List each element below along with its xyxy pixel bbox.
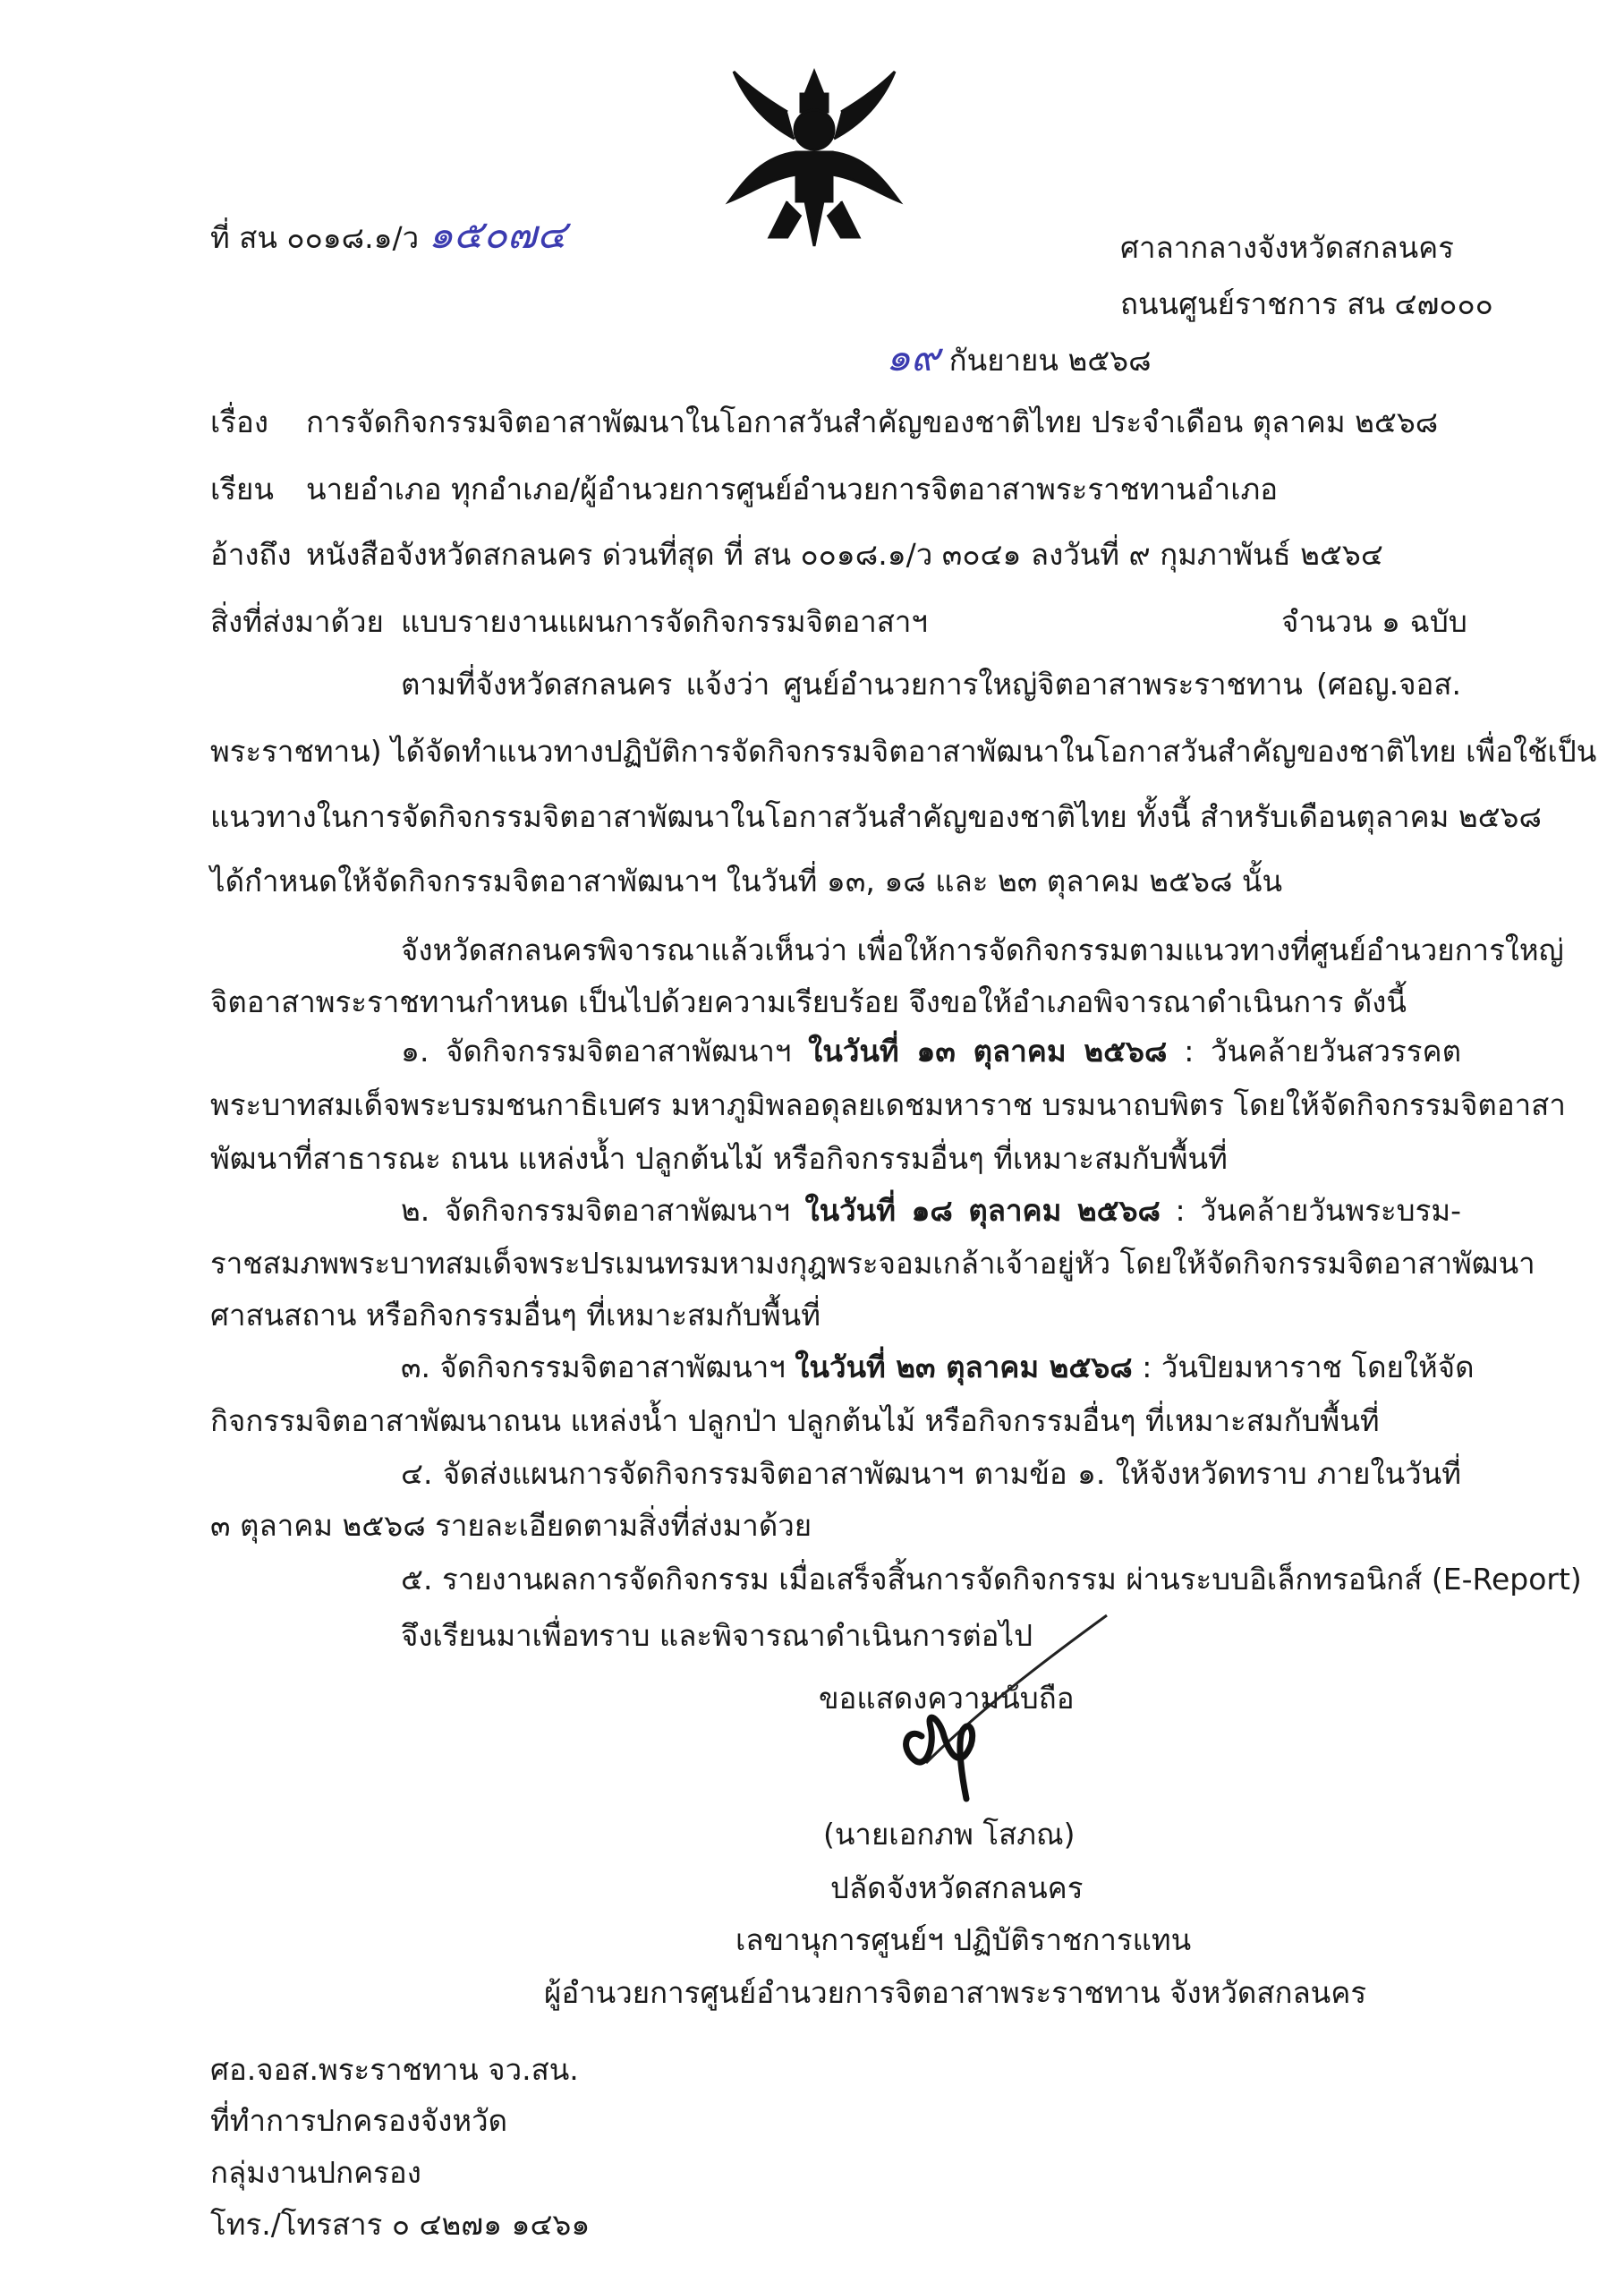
signature-mark [872,1611,1114,1844]
signer-title-2: เลขานุการศูนย์ฯ ปฏิบัติราชการแทน [735,1922,1192,1957]
p1-line-2: พระราชทาน) ได้จัดทำแนวทางปฏิบัติการจัดกิจกรรมจิตอาสาพัฒนาในโอกาสวันสำคัญของชาติไทย เพื่อใช้เป็น [210,734,1597,769]
closing-text: จึงเรียนมาเพื่อทราบ และพิจารณาดำเนินการต่อไป [401,1618,1033,1653]
item-1-line-3: พัฒนาที่สาธารณะ ถนน แหล่งน้ำ ปลูกต้นไม้ หรือกิจกรรมอื่นๆ ที่เหมาะสมกับพื้นที่ [210,1141,1228,1176]
office-line-1: ศาลากลางจังหวัดสกลนคร [1120,230,1454,265]
office-line-2: ถนนศูนย์ราชการ สน ๔๗๐๐๐ [1120,286,1493,321]
date-day-handwritten: ๑๙ [886,335,940,380]
footer-line-2: ที่ทำการปกครองจังหวัด [210,2103,508,2138]
item-1-line-1: ๑. จัดกิจกรรมจิตอาสาพัฒนาฯ ในวันที่ ๑๓ ตุลาคม ๒๕๖๘ : วันคล้ายวันสวรรคต [401,1034,1462,1069]
subject-text: การจัดกิจกรรมจิตอาสาพัฒนาในโอกาสวันสำคัญของชาติไทย ประจำเดือน ตุลาคม ๒๕๖๘ [306,405,1439,439]
enclosure-text: แบบรายงานแผนการจัดกิจกรรมจิตอาสาฯ [401,604,928,639]
item-4-line-1: ๔. จัดส่งแผนการจัดกิจกรรมจิตอาสาพัฒนาฯ ตามข้อ ๑. ให้จังหวัดทราบ ภายในวันที่ [401,1456,1461,1491]
item-5-line-1: ๕. รายงานผลการจัดกิจกรรม เมื่อเสร็จสิ้นการจัดกิจกรรม ผ่านระบบอิเล็กทรอนิกส์ (E-Report) [401,1562,1582,1597]
footer-line-4: โทร./โทรสาร ๐ ๔๒๗๑ ๑๔๖๑ [210,2207,591,2242]
p1-line-3: แนวทางในการจัดกิจกรรมจิตอาสาพัฒนาในโอกาสวันสำคัญของชาติไทย ทั้งนี้ สำหรับเดือนตุลาคม ๒๕๖๘ [210,799,1542,834]
subject-label: เรื่อง [210,405,268,439]
item-3-line-1: ๓. จัดกิจกรรมจิตอาสาพัฒนาฯ ในวันที่ ๒๓ ตุลาคม ๒๕๖๘ : วันปิยมหาราช โดยให้จัด [401,1350,1475,1384]
enclosure-label: สิ่งที่ส่งมาด้วย [210,604,384,639]
item-2-line-3: ศาสนสถาน หรือกิจกรรมอื่นๆ ที่เหมาะสมกับพื้นที่ [210,1298,821,1333]
p1-line-1: ตามที่จังหวัดสกลนคร แจ้งว่า ศูนย์อำนวยการใหญ่จิตอาสาพระราชทาน (ศอญ.จอส. [401,667,1461,702]
item-1-line-2: พระบาทสมเด็จพระบรมชนกาธิเบศร มหาภูมิพลอดุลยเดชมหาราช บรมนาถบพิตร โดยให้จัดกิจกรรมจิตอาสา [210,1087,1566,1122]
regards-text: ขอแสดงความนับถือ [819,1681,1075,1716]
enclosure-count: จำนวน ๑ ฉบับ [1281,604,1467,639]
doc-number-prefix: ที่ สน ๐๐๑๘.๑/ว [210,220,420,255]
signer-name: (นายเอกภพ โสภณ) [823,1817,1076,1852]
date-rest: กันยายน ๒๕๖๘ [948,343,1152,378]
item-2-line-2: ราชสมภพพระบาทสมเด็จพระปรเมนทรมหามงกุฎพระจอมเกล้าเจ้าอยู่หัว โดยให้จัดกิจกรรมจิตอาสาพัฒนา [210,1246,1535,1281]
p2-line-1: จังหวัดสกลนครพิจารณาแล้วเห็นว่า เพื่อให้การจัดกิจกรรมตามแนวทางที่ศูนย์อำนวยการใหญ่ [401,933,1564,967]
item-3-line-2: กิจกรรมจิตอาสาพัฒนาถนน แหล่งน้ำ ปลูกป่า ปลูกต้นไม้ หรือกิจกรรมอื่นๆ ที่เหมาะสมกับพื้นที่ [210,1403,1380,1438]
ref-label: อ้างถึง [210,537,292,572]
garuda-emblem-icon [725,67,904,255]
footer-line-1: ศอ.จอส.พระราชทาน จว.สน. [210,2052,579,2087]
ref-text: หนังสือจังหวัดสกลนคร ด่วนที่สุด ที่ สน ๐๐๑๘.๑/ว ๓๐๔๑ ลงวันที่ ๙ กุมภาพันธ์ ๒๕๖๔ [306,537,1383,572]
item-4-line-2: ๓ ตุลาคม ๒๕๖๘ รายละเอียดตามสิ่งที่ส่งมาด้วย [210,1508,812,1543]
signer-title-3: ผู้อำนวยการศูนย์อำนวยการจิตอาสาพระราชทาน จังหวัดสกลนคร [544,1975,1367,2010]
p1-line-4: ได้กำหนดให้จัดกิจกรรมจิตอาสาพัฒนาฯ ในวันที่ ๑๓, ๑๘ และ ๒๓ ตุลาคม ๒๕๖๘ นั้น [210,864,1283,899]
footer-line-3: กลุ่มงานปกครอง [210,2155,421,2190]
item-2-line-1: ๒. จัดกิจกรรมจิตอาสาพัฒนาฯ ในวันที่ ๑๘ ตุลาคม ๒๕๖๘ : วันคล้ายวันพระบรม- [401,1193,1461,1228]
doc-number-handwritten: ๑๕๐๗๔ [428,212,567,258]
to-text: นายอำเภอ ทุกอำเภอ/ผู้อำนวยการศูนย์อำนวยการจิตอาสาพระราชทานอำเภอ [306,472,1279,507]
p2-line-2: จิตอาสาพระราชทานกำหนด เป็นไปด้วยความเรียบร้อย จึงขอให้อำเภอพิจารณาดำเนินการ ดังนี้ [210,984,1407,1019]
signer-title-1: ปลัดจังหวัดสกลนคร [830,1870,1084,1905]
to-label: เรียน [210,472,274,507]
